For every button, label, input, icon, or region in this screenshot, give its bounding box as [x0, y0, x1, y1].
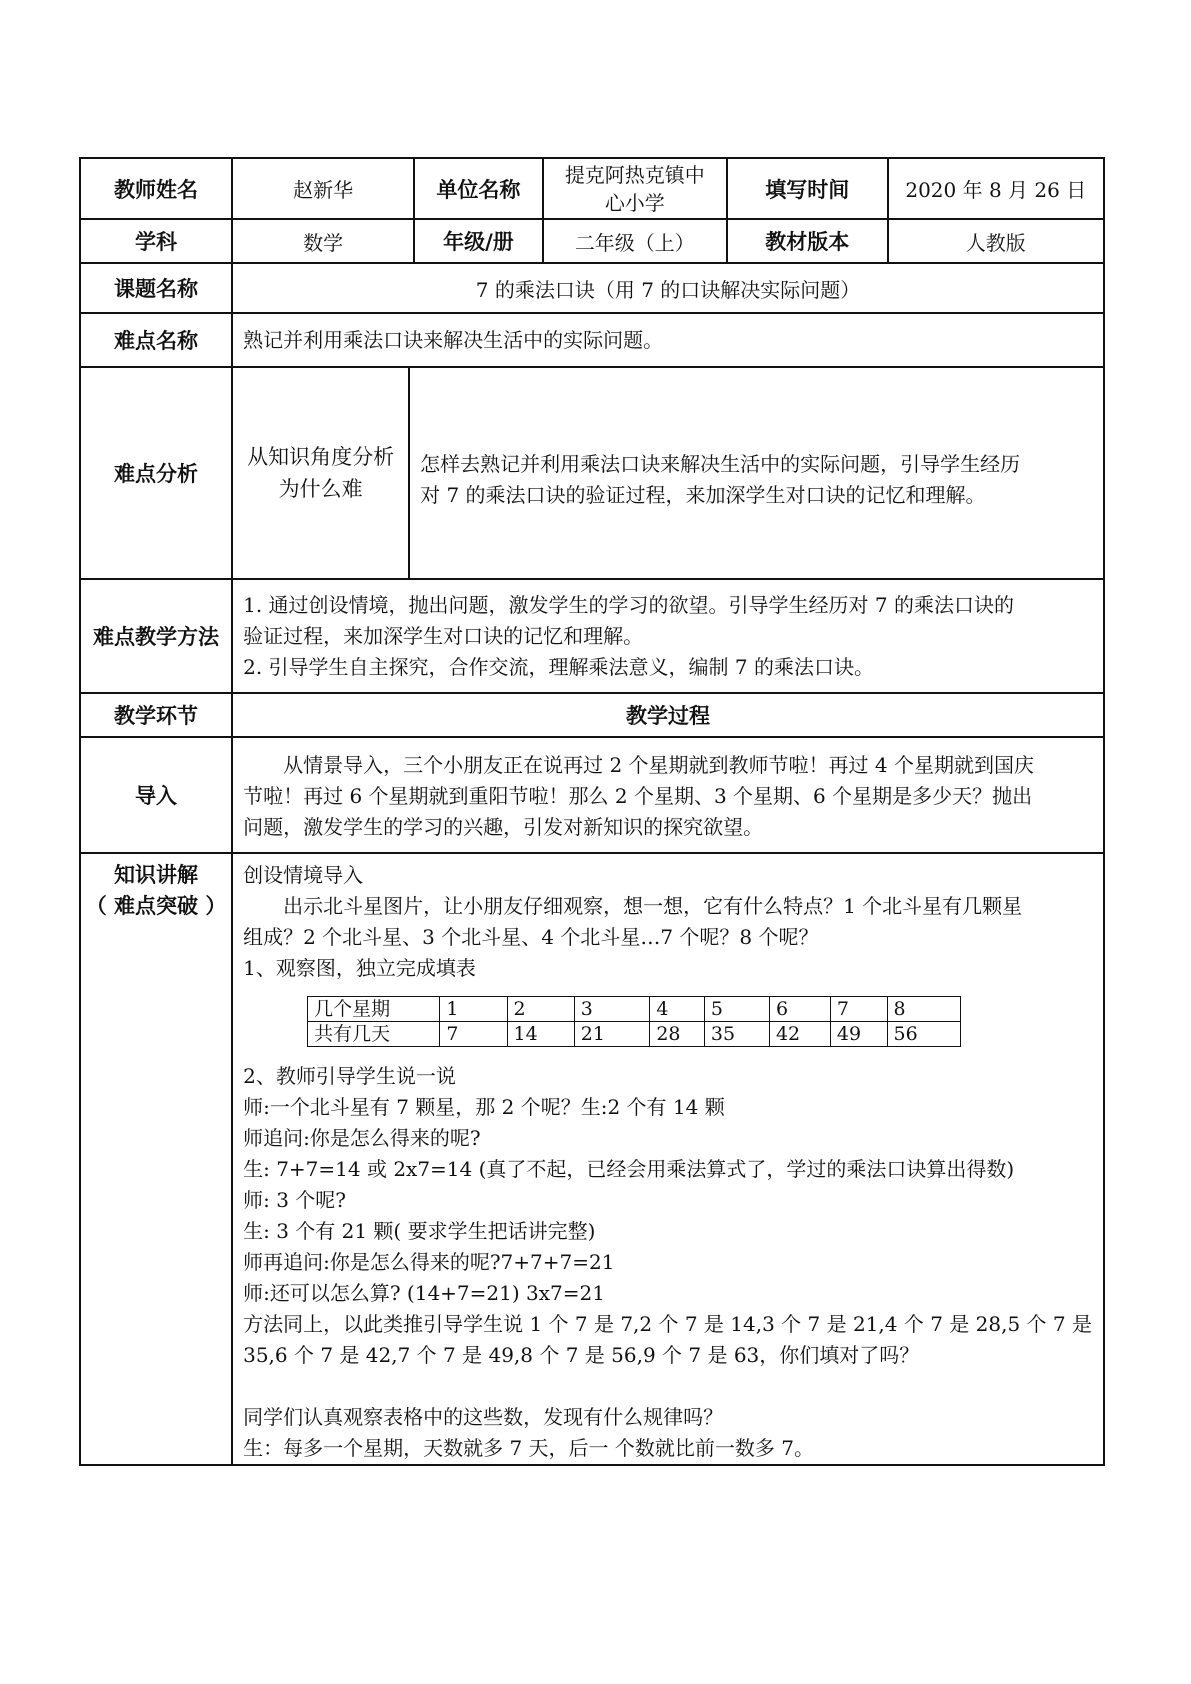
knowledge-line-9: 师: 3 个呢? — [243, 1188, 346, 1212]
days-cell: 14 — [507, 1022, 574, 1047]
subject-value: 数学 — [232, 219, 414, 263]
analysis-text-line-1: 怎样去熟记并利用乘法口诀来解决生活中的实际问题，引导学生经历 — [420, 452, 1021, 476]
analysis-sublabel — [233, 368, 409, 578]
unit-name-line-1: 提克阿热克镇中 — [564, 162, 705, 187]
days-row — [308, 1022, 961, 1047]
unit-name-value — [543, 158, 727, 219]
edition-label: 教材版本 — [727, 219, 888, 263]
days-cell: 49 — [830, 1022, 887, 1047]
difficulty-row — [80, 313, 1104, 367]
weeks-cell: 8 — [887, 997, 961, 1022]
weeks-cell: 7 — [830, 997, 887, 1022]
fill-date-label: 填写时间 — [727, 158, 888, 219]
weeks-cell: 3 — [574, 997, 650, 1022]
knowledge-text — [232, 853, 1104, 1465]
methods-text — [232, 579, 1104, 693]
grade-value: 二年级（上） — [543, 219, 727, 263]
weeks-row — [308, 997, 961, 1022]
knowledge-label-line-2: （ 难点突破 ） — [85, 894, 227, 918]
teaching-process-label: 教学过程 — [232, 693, 1104, 737]
analysis-text-line-2: 对 7 的乘法口诀的验证过程，来加深学生对口诀的记忆和理解。 — [420, 483, 986, 507]
days-cell: 56 — [887, 1022, 961, 1047]
knowledge-line-5: 2、教师引导学生说一说 — [243, 1064, 456, 1088]
days-cell: 21 — [574, 1022, 650, 1047]
weeks-cell: 4 — [650, 997, 705, 1022]
knowledge-line-15: 同学们认真观察表格中的这些数，发现有什么规律吗？ — [243, 1405, 724, 1429]
analysis-sublabel-line-1: 从知识角度分析 — [247, 445, 395, 469]
intro-text — [232, 737, 1104, 853]
header-row-1 — [80, 158, 1104, 219]
intro-line-3: 问题，激发学生的学习的兴趣，引发对新知识的探究欲望。 — [243, 815, 764, 839]
topic-value: 7 的乘法口诀（用 7 的口诀解决实际问题） — [232, 263, 1104, 313]
weeks-cell: 6 — [769, 997, 830, 1022]
analysis-label: 难点分析 — [80, 367, 232, 579]
weeks-cell: 5 — [704, 997, 769, 1022]
knowledge-line-12: 师:还可以怎么算? (14+7=21) 3x7=21 — [243, 1281, 605, 1305]
intro-row — [80, 737, 1104, 853]
methods-label: 难点教学方法 — [80, 579, 232, 693]
knowledge-row — [80, 853, 1104, 1465]
days-cell: 35 — [704, 1022, 769, 1047]
knowledge-line-11: 师再追问:你是怎么得来的呢?7+7+7=21 — [243, 1250, 615, 1274]
edition-value: 人教版 — [888, 219, 1104, 263]
knowledge-line-4: 1、观察图，独立完成填表 — [243, 956, 476, 980]
weeks-row-label: 几个星期 — [308, 997, 440, 1022]
fill-date-value: 2020 年 8 月 26 日 — [888, 158, 1104, 219]
analysis-text — [409, 368, 1103, 578]
knowledge-line-13: 方法同上，以此类推引导学生说 1 个 7 是 7,2 个 7 是 14,3 个 7 是 21,4 个 7 是 28,5 个 7 是 — [243, 1312, 1092, 1336]
teaching-stage-label: 教学环节 — [80, 693, 232, 737]
weeks-cell: 1 — [440, 997, 507, 1022]
grade-label: 年级/册 — [414, 219, 543, 263]
knowledge-line-14: 35,6 个 7 是 42,7 个 7 是 49,8 个 7 是 56,9 个 7 是 63，你们填对了吗？ — [243, 1343, 920, 1367]
topic-label: 课题名称 — [80, 263, 232, 313]
knowledge-label — [80, 853, 232, 1465]
knowledge-line-7: 师追问:你是怎么得来的呢? — [243, 1126, 481, 1150]
days-cell: 42 — [769, 1022, 830, 1047]
methods-line-3: 2. 引导学生自主探究，合作交流，理解乘法意义，编制 7 的乘法口诀。 — [243, 655, 874, 679]
teacher-name-value: 赵新华 — [232, 158, 414, 219]
knowledge-line-16: 生：每多一个星期，天数就多 7 天，后一 个数就比前一数多 7。 — [243, 1436, 814, 1460]
intro-line-1: 从情景导入，三个小朋友正在说再过 2 个星期就到教师节啦！再过 4 个星期就到国庆 — [283, 753, 1034, 777]
header-row-2 — [80, 219, 1104, 263]
weeks-days-table — [307, 996, 961, 1047]
intro-line-2: 节啦！再过 6 个星期就到重阳节啦！那么 2 个星期、3 个星期、6 个星期是多少天？抛出 — [243, 784, 1033, 808]
methods-row — [80, 579, 1104, 693]
blank-line — [243, 1371, 1093, 1402]
unit-name-line-2: 心小学 — [604, 190, 665, 215]
analysis-row — [80, 367, 1104, 579]
knowledge-line-3: 组成？2 个北斗星、3 个北斗星、4 个北斗星…7 个呢？8 个呢？ — [243, 925, 819, 949]
topic-row — [80, 263, 1104, 313]
lesson-plan-table — [79, 157, 1105, 1466]
knowledge-line-10: 生: 3 个有 21 颗( 要求学生把话讲完整) — [243, 1219, 596, 1243]
knowledge-line-8: 生: 7+7=14 或 2x7=14 (真了不起，已经会用乘法算式了，学过的乘法口诀算出得数) — [243, 1157, 1015, 1181]
days-cell: 28 — [650, 1022, 705, 1047]
analysis-sublabel-line-2: 为什么难 — [278, 477, 363, 501]
intro-label: 导入 — [80, 737, 232, 853]
knowledge-line-2: 出示北斗星图片，让小朋友仔细观察，想一想，它有什么特点？1 个北斗星有几颗星 — [283, 894, 1023, 918]
analysis-inner-table — [233, 368, 1103, 578]
weeks-cell: 2 — [507, 997, 574, 1022]
process-header-row — [80, 693, 1104, 737]
teacher-name-label: 教师姓名 — [80, 158, 232, 219]
knowledge-line-1: 创设情境导入 — [243, 863, 364, 887]
unit-name-label: 单位名称 — [414, 158, 543, 219]
days-cell: 7 — [440, 1022, 507, 1047]
methods-line-2: 验证过程，来加深学生对口诀的记忆和理解。 — [243, 624, 644, 648]
difficulty-label: 难点名称 — [80, 313, 232, 367]
difficulty-value: 熟记并利用乘法口诀来解决生活中的实际问题。 — [232, 313, 1104, 367]
methods-line-1: 1. 通过创设情境，抛出问题，激发学生的学习的欲望。引导学生经历对 7 的乘法口诀的 — [243, 593, 1014, 617]
subject-label: 学科 — [80, 219, 232, 263]
knowledge-label-line-1: 知识讲解 — [114, 863, 199, 887]
days-row-label: 共有几天 — [308, 1022, 440, 1047]
analysis-body — [232, 367, 1104, 579]
knowledge-line-6: 师:一个北斗星有 7 颗星，那 2 个呢？生:2 个有 14 颗 — [243, 1095, 725, 1119]
